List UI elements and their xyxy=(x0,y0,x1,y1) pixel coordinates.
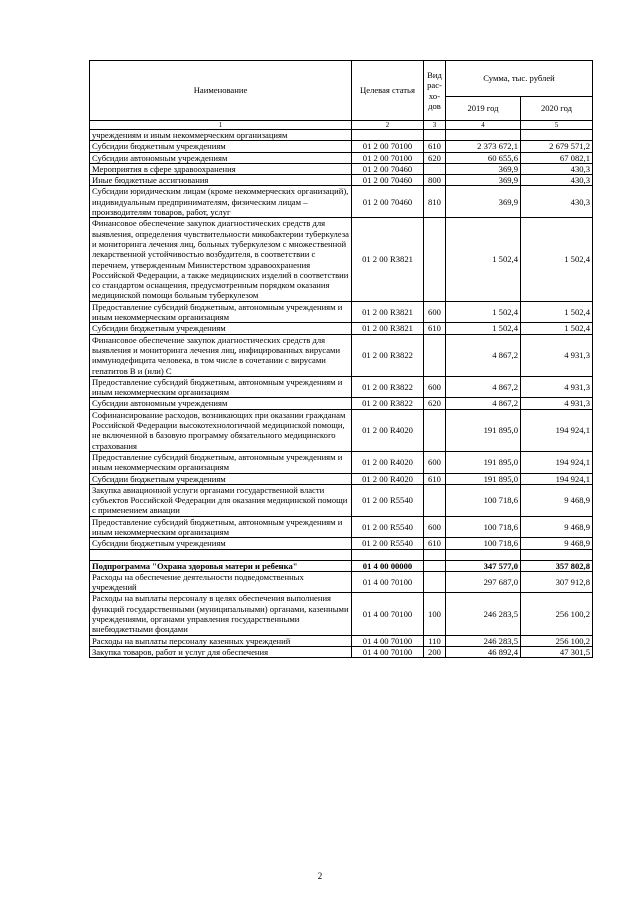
row-sum-2019-cell: 60 655,6 xyxy=(446,152,521,163)
row-article-cell: 01 4 00 70100 xyxy=(352,571,424,593)
row-expense-type-cell: 600 xyxy=(424,516,446,538)
row-sum-2019-cell: 2 373 672,1 xyxy=(446,141,521,152)
row-sum-2020-cell xyxy=(521,549,593,560)
row-name-cell: учреждениям и иным некоммерческим организациям xyxy=(90,130,352,141)
row-sum-2019-cell: 191 895,0 xyxy=(446,451,521,473)
table-row xyxy=(90,186,593,218)
row-article-cell: 01 2 00 R5540 xyxy=(352,516,424,538)
column-index-row xyxy=(90,121,593,130)
row-expense-type-cell: 610 xyxy=(424,538,446,549)
table-row xyxy=(90,163,593,174)
row-sum-2019-cell xyxy=(446,549,521,560)
row-expense-type-cell xyxy=(424,560,446,571)
row-article-cell: 01 2 00 R3821 xyxy=(352,301,424,323)
row-article-cell: 01 2 00 R4020 xyxy=(352,409,424,451)
row-expense-type-cell: 800 xyxy=(424,175,446,186)
column-index: 2 xyxy=(352,121,424,130)
row-article-cell xyxy=(352,130,424,141)
table-row xyxy=(90,635,593,646)
row-sum-2019-cell: 4 867,2 xyxy=(446,334,521,376)
table-row xyxy=(90,409,593,451)
row-sum-2020-cell: 4 931,3 xyxy=(521,398,593,409)
row-name-cell: Финансовое обеспечение закупок диагностических средств для выявления и мониторинга лечения лиц, инфицированных вирусами иммунодефицита человека, в том числе в сочетании с вирусами гепатитов В и (или) С xyxy=(90,334,352,376)
row-expense-type-cell xyxy=(424,571,446,593)
table-row xyxy=(90,301,593,323)
row-article-cell: 01 2 00 70460 xyxy=(352,163,424,174)
row-sum-2019-cell: 246 283,5 xyxy=(446,635,521,646)
table-row xyxy=(90,152,593,163)
table-row xyxy=(90,549,593,560)
row-article-cell: 01 2 00 R4020 xyxy=(352,451,424,473)
row-sum-2019-cell: 347 577,0 xyxy=(446,560,521,571)
row-sum-2020-cell: 194 924,1 xyxy=(521,451,593,473)
table-body xyxy=(90,130,593,658)
header-name: Наименование xyxy=(90,61,352,121)
header-year-2020: 2020 год xyxy=(521,97,593,121)
row-article-cell: 01 4 00 70100 xyxy=(352,635,424,646)
row-sum-2020-cell: 430,3 xyxy=(521,163,593,174)
table-row xyxy=(90,451,593,473)
row-name-cell: Финансовое обеспечение закупок диагностических средств для выявления, определения чувствительности микобактерии туберкулеза и мониторинга лечения лиц, больных туберкулезом с множественной лекарственной устойчивостью возбудителя, в соответствии с перечнем, утвержденным Министерством здравоохранения Российской Федерации, а также медицинских изделий в соответствии со стандартом оснащения, предусмотренным порядком оказания медицинской помощи больным туберкулезом xyxy=(90,218,352,301)
row-sum-2019-cell: 369,9 xyxy=(446,186,521,218)
row-sum-2019-cell: 297 687,0 xyxy=(446,571,521,593)
table-row xyxy=(90,141,593,152)
row-sum-2020-cell: 4 931,3 xyxy=(521,334,593,376)
table-row xyxy=(90,646,593,657)
row-sum-2020-cell: 47 301,5 xyxy=(521,646,593,657)
row-expense-type-cell: 610 xyxy=(424,473,446,484)
budget-table-container xyxy=(89,60,592,658)
row-sum-2019-cell: 246 283,5 xyxy=(446,593,521,635)
row-sum-2020-cell: 307 912,8 xyxy=(521,571,593,593)
row-article-cell: 01 2 00 R3822 xyxy=(352,398,424,409)
row-sum-2020-cell xyxy=(521,130,593,141)
table-row xyxy=(90,484,593,516)
row-article-cell: 01 2 00 70100 xyxy=(352,141,424,152)
row-sum-2019-cell: 1 502,4 xyxy=(446,323,521,334)
row-expense-type-cell: 110 xyxy=(424,635,446,646)
row-sum-2020-cell: 67 082,1 xyxy=(521,152,593,163)
row-article-cell: 01 2 00 70460 xyxy=(352,175,424,186)
row-name-cell: Расходы на выплаты персоналу в целях обеспечения выполнения функций государственными (муниципальными) органами, казенными учреждениями, органами управления государственными внебюджетными фондами xyxy=(90,593,352,635)
table-row xyxy=(90,560,593,571)
row-sum-2019-cell xyxy=(446,130,521,141)
row-sum-2020-cell: 9 468,9 xyxy=(521,538,593,549)
row-name-cell: Предоставление субсидий бюджетным, автономным учреждениям и иным некоммерческим организациям xyxy=(90,376,352,398)
row-name-cell: Расходы на обеспечение деятельности подведомственных учреждений xyxy=(90,571,352,593)
table-row xyxy=(90,516,593,538)
table-row xyxy=(90,538,593,549)
row-expense-type-cell xyxy=(424,163,446,174)
row-article-cell: 01 2 00 R4020 xyxy=(352,473,424,484)
row-name-cell: Субсидии бюджетным учреждениям xyxy=(90,323,352,334)
table-row xyxy=(90,571,593,593)
row-name-cell: Субсидии бюджетным учреждениям xyxy=(90,538,352,549)
column-index: 4 xyxy=(446,121,521,130)
table-row xyxy=(90,473,593,484)
row-sum-2020-cell: 357 802,8 xyxy=(521,560,593,571)
row-sum-2020-cell: 2 679 571,2 xyxy=(521,141,593,152)
row-name-cell: Субсидии бюджетным учреждениям xyxy=(90,141,352,152)
row-sum-2020-cell: 430,3 xyxy=(521,175,593,186)
row-sum-2019-cell: 4 867,2 xyxy=(446,398,521,409)
column-index: 3 xyxy=(424,121,446,130)
row-name-cell: Подпрограмма "Охрана здоровья матери и ребенка" xyxy=(90,560,352,571)
header-article: Целевая статья xyxy=(352,61,424,121)
row-sum-2019-cell: 369,9 xyxy=(446,163,521,174)
row-article-cell: 01 2 00 R3822 xyxy=(352,334,424,376)
row-article-cell: 01 2 00 R3821 xyxy=(352,218,424,301)
row-name-cell xyxy=(90,549,352,560)
row-name-cell: Софинансирование расходов, возникающих при оказании гражданам Российской Федерации высокотехнологичной медицинской помощи, не включенной в базовую программу обязательного медицинского страхования xyxy=(90,409,352,451)
row-article-cell: 01 2 00 70460 xyxy=(352,186,424,218)
row-sum-2020-cell: 256 100,2 xyxy=(521,635,593,646)
row-article-cell: 01 2 00 R5540 xyxy=(352,538,424,549)
row-sum-2020-cell: 1 502,4 xyxy=(521,218,593,301)
table-row xyxy=(90,593,593,635)
table-row xyxy=(90,130,593,141)
row-sum-2019-cell: 1 502,4 xyxy=(446,301,521,323)
row-expense-type-cell: 810 xyxy=(424,186,446,218)
header-expense-type: Вид рас-хо-дов xyxy=(424,61,446,121)
page-number: 2 xyxy=(317,871,323,881)
row-sum-2020-cell: 194 924,1 xyxy=(521,473,593,484)
row-name-cell: Субсидии бюджетным учреждениям xyxy=(90,473,352,484)
row-expense-type-cell: 600 xyxy=(424,376,446,398)
column-index: 5 xyxy=(521,121,593,130)
row-name-cell: Закупка авиационной услуги органами государственной власти субъектов Российской Федерации для оказания медицинской помощи с применением авиации xyxy=(90,484,352,516)
row-sum-2019-cell: 1 502,4 xyxy=(446,218,521,301)
row-name-cell: Мероприятия в сфере здравоохранения xyxy=(90,163,352,174)
row-expense-type-cell: 200 xyxy=(424,646,446,657)
row-sum-2019-cell: 191 895,0 xyxy=(446,473,521,484)
row-expense-type-cell: 600 xyxy=(424,451,446,473)
row-sum-2020-cell: 256 100,2 xyxy=(521,593,593,635)
header-year-2019: 2019 год xyxy=(446,97,521,121)
row-name-cell: Предоставление субсидий бюджетным, автономным учреждениям и иным некоммерческим организациям xyxy=(90,451,352,473)
budget-table xyxy=(89,60,593,658)
row-sum-2020-cell: 9 468,9 xyxy=(521,516,593,538)
row-expense-type-cell xyxy=(424,130,446,141)
row-sum-2019-cell: 369,9 xyxy=(446,175,521,186)
row-expense-type-cell xyxy=(424,409,446,451)
row-expense-type-cell: 610 xyxy=(424,141,446,152)
row-expense-type-cell: 620 xyxy=(424,398,446,409)
row-expense-type-cell xyxy=(424,484,446,516)
row-article-cell: 01 2 00 R3821 xyxy=(352,323,424,334)
table-header xyxy=(90,61,593,130)
row-name-cell: Субсидии автономным учреждениям xyxy=(90,152,352,163)
row-expense-type-cell: 620 xyxy=(424,152,446,163)
row-sum-2020-cell: 430,3 xyxy=(521,186,593,218)
row-article-cell: 01 4 00 70100 xyxy=(352,646,424,657)
row-article-cell: 01 4 00 70100 xyxy=(352,593,424,635)
table-row xyxy=(90,334,593,376)
table-row xyxy=(90,218,593,301)
row-name-cell: Предоставление субсидий бюджетным, автономным учреждениям и иным некоммерческим организациям xyxy=(90,516,352,538)
row-expense-type-cell: 610 xyxy=(424,323,446,334)
row-expense-type-cell: 600 xyxy=(424,301,446,323)
row-sum-2019-cell: 100 718,6 xyxy=(446,516,521,538)
row-sum-2019-cell: 100 718,6 xyxy=(446,484,521,516)
row-sum-2019-cell: 4 867,2 xyxy=(446,376,521,398)
header-sum: Сумма, тыс. рублей xyxy=(446,61,593,97)
row-name-cell: Иные бюджетные ассигнования xyxy=(90,175,352,186)
row-article-cell: 01 2 00 70100 xyxy=(352,152,424,163)
row-name-cell: Субсидии юридическим лицам (кроме некоммерческих организаций), индивидуальным предпринимателям, физическим лицам – производителям товаров, работ, услуг xyxy=(90,186,352,218)
table-row xyxy=(90,323,593,334)
row-sum-2020-cell: 1 502,4 xyxy=(521,323,593,334)
row-sum-2019-cell: 46 892,4 xyxy=(446,646,521,657)
row-name-cell: Предоставление субсидий бюджетным, автономным учреждениям и иным некоммерческим организациям xyxy=(90,301,352,323)
row-name-cell: Закупка товаров, работ и услуг для обеспечения xyxy=(90,646,352,657)
row-sum-2020-cell: 194 924,1 xyxy=(521,409,593,451)
row-expense-type-cell xyxy=(424,218,446,301)
row-expense-type-cell: 100 xyxy=(424,593,446,635)
row-article-cell: 01 2 00 R3822 xyxy=(352,376,424,398)
table-row xyxy=(90,376,593,398)
table-row xyxy=(90,398,593,409)
row-sum-2019-cell: 191 895,0 xyxy=(446,409,521,451)
row-article-cell xyxy=(352,549,424,560)
row-article-cell: 01 4 00 00000 xyxy=(352,560,424,571)
column-index: 1 xyxy=(90,121,352,130)
row-sum-2020-cell: 9 468,9 xyxy=(521,484,593,516)
row-sum-2020-cell: 4 931,3 xyxy=(521,376,593,398)
row-sum-2020-cell: 1 502,4 xyxy=(521,301,593,323)
row-sum-2019-cell: 100 718,6 xyxy=(446,538,521,549)
table-row xyxy=(90,175,593,186)
row-expense-type-cell xyxy=(424,549,446,560)
row-expense-type-cell xyxy=(424,334,446,376)
row-article-cell: 01 2 00 R5540 xyxy=(352,484,424,516)
row-name-cell: Субсидии автономным учреждениям xyxy=(90,398,352,409)
row-name-cell: Расходы на выплаты персоналу казенных учреждений xyxy=(90,635,352,646)
